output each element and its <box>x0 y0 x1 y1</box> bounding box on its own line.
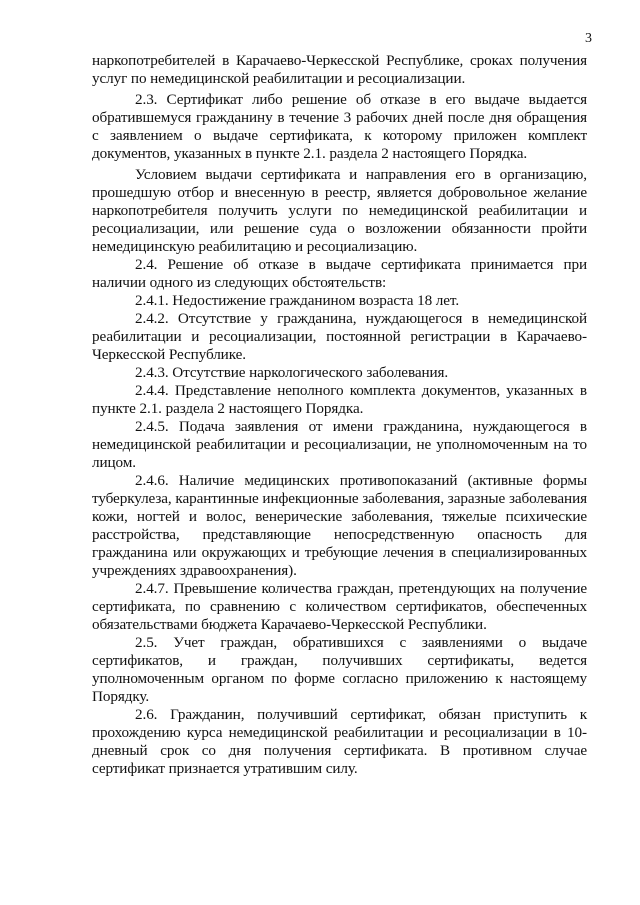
paragraph-condition: Условием выдачи сертификата и направления его в организацию, прошедшую отбор и внесенную в реестр, является добровольное желание наркопотребителя получить услуги по немедицинской реабилитации и ресоциализации, или решение суда о возложении обязанности пройти немедицинскую реабилитацию и ресоциализацию. <box>92 166 587 255</box>
paragraph-2-4-4: 2.4.4. Представление неполного комплекта документов, указанных в пункте 2.1. раздела 2 настоящего Порядка. <box>92 382 587 417</box>
paragraph-2-5: 2.5. Учет граждан, обратившихся с заявлениями о выдаче сертификатов, и граждан, получивших сертификаты, ведется уполномоченным органом по форме согласно приложению к настоящему Порядку. <box>92 634 587 705</box>
page-number: 3 <box>585 31 592 46</box>
paragraph-2-4-1: 2.4.1. Недостижение гражданином возраста 18 лет. <box>135 292 460 309</box>
paragraph-2-4-7: 2.4.7. Превышение количества граждан, претендующих на получение сертификата, по сравнению с количеством сертификатов, обеспеченных обязательствами бюджета Карачаево-Черкесской Республики. <box>92 580 587 633</box>
paragraph-2-4-6: 2.4.6. Наличие медицинских противопоказаний (активные формы туберкулеза, карантинные инфекционные заболевания, заразные заболевания кожи, ногтей и волос, венерические заболевания, тяжелые психические расстройства, представляющие непосредственную опасность для гражданина или окружающих и требующие лечения в специализированных учреждениях здравоохранения). <box>92 472 587 579</box>
paragraph-continuation: наркопотребителей в Карачаево-Черкесской Республике, сроках получения услуг по немедицинской реабилитации и ресоциализации. <box>92 52 587 87</box>
paragraph-2-4-5: 2.4.5. Подача заявления от имени гражданина, нуждающегося в немедицинской реабилитации и ресоциализации, не уполномоченным на то лицом. <box>92 418 587 471</box>
paragraph-2-4: 2.4. Решение об отказе в выдаче сертификата принимается при наличии одного из следующих обстоятельств: <box>92 256 587 291</box>
document-body <box>92 52 587 778</box>
paragraph-2-6: 2.6. Гражданин, получивший сертификат, обязан приступить к прохождению курса немедицинской реабилитации и ресоциализации в 10-дневный срок со дня получения сертификата. В противном случае сертификат признается утратившим силу. <box>92 706 587 777</box>
paragraph-2-4-2: 2.4.2. Отсутствие у гражданина, нуждающегося в немедицинской реабилитации и ресоциализации, постоянной регистрации в Карачаево-Черкесской Республике. <box>92 310 587 363</box>
paragraph-2-4-3: 2.4.3. Отсутствие наркологического заболевания. <box>135 364 449 381</box>
paragraph-2-3: 2.3. Сертификат либо решение об отказе в его выдаче выдается обратившемуся гражданину в течение 3 рабочих дней после дня обращения с заявлением о выдаче сертификата, к которому приложен комплект документов, указанных в пункте 2.1. раздела 2 настоящего Порядка. <box>92 91 587 162</box>
